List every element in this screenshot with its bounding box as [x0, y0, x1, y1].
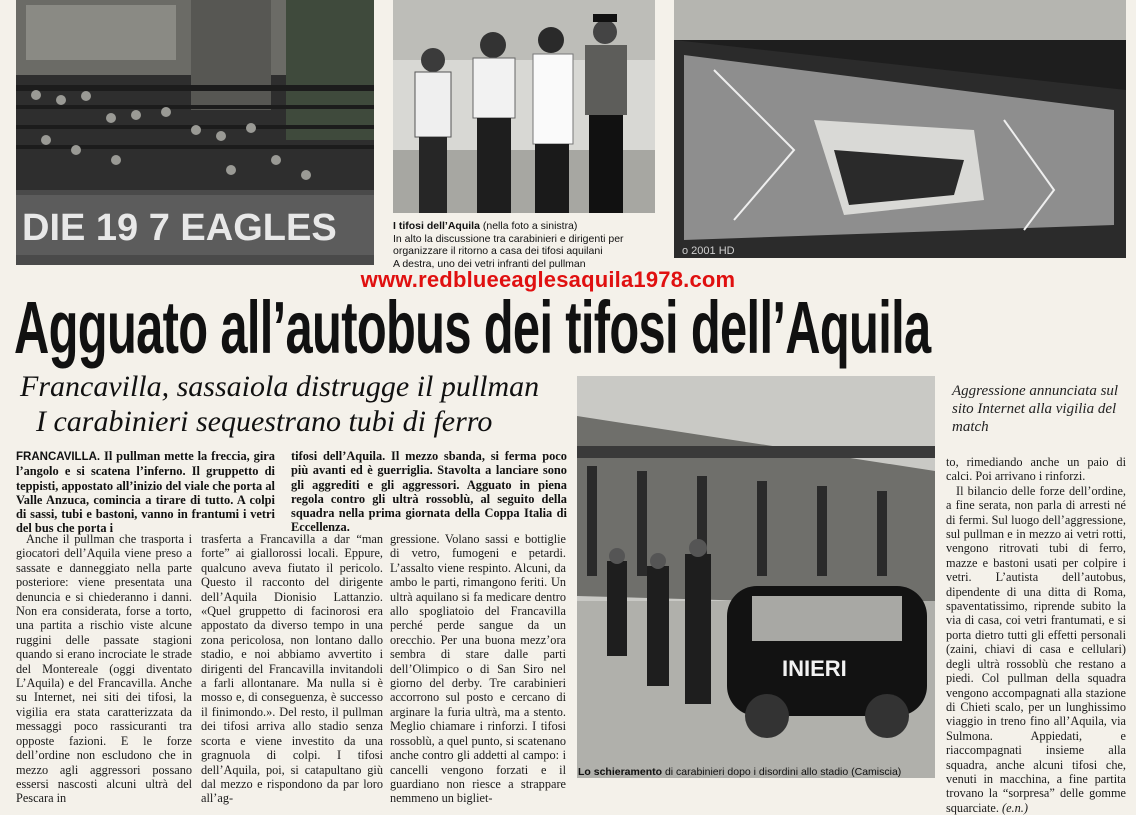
photo-discussion	[393, 0, 655, 213]
caption-top-line3: A destra, uno dei vetri infranti del pullman	[393, 257, 586, 270]
body-column-1	[16, 532, 192, 806]
subhead-line2: I carabinieri sequestrano tubi di ferro	[36, 405, 493, 438]
body-paragraph-text: Il bilancio delle forze dell’ordine, a fine serata, non parla di arresti né di fermi. Sul luogo dell’aggressione, sul pullman e in mezzo ai vetri rotti, vengono ritrovati tubi di ferro, mazze e bastoni usati per colpire i vetri. L’autista dell’autobus, dipendente di una ditta di Roma, spaventatissimo, riprende subito la via di casa, coi vetri frantumati, e si porta dietro tutti gli effetti personali (zaini, chiavi di casa e cellulari) degli ultrà rossoblù che restano a piedi. Col pullman della squadra vengono accompagnati alla stazione di Chieti scalo, per un lunghissimo viaggio in treno fino all’Aquila, via Sulmona. Appiedati, e riaccompagnati insieme alla squadra, anche alcuni tifosi che, venuti in macchina, a fine partita trovano la “sorpresa” delle gomme squarciate.	[946, 483, 1126, 815]
lead-text-2: tifosi dell’Aquila. Il mezzo sbanda, si ferma poco più avanti ed è guerriglia. Stavolta a lanciare sono gli aggrediti e gli aggressori. Agguato in piena regola contro gli ultrà rossoblù, al seguito della squadra nella prima giornata della Coppa Italia di Eccellenza.	[291, 449, 567, 535]
lead-text-1: Il pullman mette la freccia, gira l’angolo e si scatena l’inferno. Il gruppetto di teppisti, appostato all’inizio del viale che porta al Valle Anzuca, comincia a tirare di tutto. A colpi di sassi, tubi e bastoni, vanno in frantumi i vetri del bus che porta i	[16, 449, 275, 536]
body-paragraph: gressione. Volano sassi e bottiglie di vetro, fumogeni e petardi. L’assalto viene respinto. Alcuni, da ambo le parti, rimangono feriti. Un ultrà aquilano si fa medicare dentro allo spogliatoio del Francavilla perché perde sangue da un orecchio. Per una buona mezz’ora sembra di stare dalle parti dell’Olimpico o di San Siro nel giorno del derby. Tre carabinieri accorrono sul posto e cercano di arginare la furia ultrà, ma a stento. Meglio chiamare i rinforzi. I tifosi rossoblù, a quel punto, si scatenano anche contro gli addetti al campo: i cancelli vengono forzati e il guardiano non riesce a strappare nemmeno un bigliet-	[390, 532, 566, 806]
bus-text: o 2001 HD	[682, 245, 735, 257]
caption-top-rest: (nella foto a sinistra)	[479, 220, 578, 232]
caption-bottom	[578, 766, 938, 779]
lead-col1	[16, 449, 275, 536]
caption-top-photos	[393, 220, 655, 270]
dateline: FRANCAVILLA.	[16, 451, 101, 463]
photo-carabinieri-lineup	[577, 376, 935, 778]
lead-col2	[291, 449, 567, 535]
photo-stadium-stands	[16, 0, 374, 265]
sidehead: Aggressione annunciata sul sito Internet alla vigilia del match	[952, 383, 1119, 435]
body-paragraph: trasferta a Francavilla a dar “man forte” ai giallorossi locali. Eppure, qualcuno aveva fiutato il pericolo. Questo il racconto del dirigente dell’Aquila Dionisio Lattanzio. «Quel gruppetto di facinorosi era appostato da diverso tempo in una zona pericolosa, non lontano dallo stadio, e noi abbiamo avvertito i dirigenti del Francavilla invitandoli a farli allontanare. Ma nulla si è mosso e, di conseguenza, è successo il finimondo.». Del resto, il pullman dei tifosi arriva allo stadio senza scorta e viene investito da una gragnuola di colpi. I tifosi dell’Aquila, poi, si catapultano giù dal mezzo e rispondono da par loro all’ag-	[201, 532, 383, 806]
subhead-line1: Francavilla, sassaiola distrugge il pullman	[20, 370, 540, 403]
body-column-2	[201, 532, 383, 806]
body-paragraph: Anche il pullman che trasporta i giocatori dell’Aquila viene preso a sassate e danneggiato nella parte posteriore: viene presentata una denuncia e si chiederanno i danni. Non era considerata, forse a torto, una partita a rischio viste alcune ruggini delle passate stagioni quando si erano incrociate le strade del Montereale (oggi diventato L’Aquila) e del Francavilla. Anche su Internet, nei siti dei tifosi, la vigilia era stata caratterizzata da messaggi poco rassicuranti tra opposte fazioni. E le forze dell’ordine non escludono che in mezzo agli aggressori possano essersi nascosti alcuni ultrà del Pescara in	[16, 532, 192, 806]
watermark-url: www.redblueeaglesaquila1978.com	[360, 267, 736, 292]
body-column-3	[390, 532, 566, 806]
photo-broken-window	[674, 0, 1126, 258]
headline: Agguato all’autobus dei tifosi dell’Aquila	[14, 286, 931, 369]
caption-top-bold: I tifosi dell’Aquila	[393, 220, 480, 232]
car-text: INIERI	[782, 656, 847, 681]
caption-bottom-rest: di carabinieri dopo i disordini allo stadio (Camiscia)	[662, 766, 902, 778]
caption-top-line2: In alto la discussione tra carabinieri e dirigenti per organizzare il ritorno a casa dei tifosi aquilani	[393, 232, 624, 257]
caption-bottom-bold: Lo schieramento	[578, 766, 663, 778]
banner-text: DIE 19 7 EAGLES	[22, 207, 337, 249]
signature: (e.n.)	[1002, 800, 1028, 815]
body-paragraph: to, rimediando anche un paio di calci. Poi arrivano i rinforzi.	[946, 455, 1126, 484]
body-paragraph	[946, 484, 1126, 815]
body-column-4	[946, 455, 1126, 815]
